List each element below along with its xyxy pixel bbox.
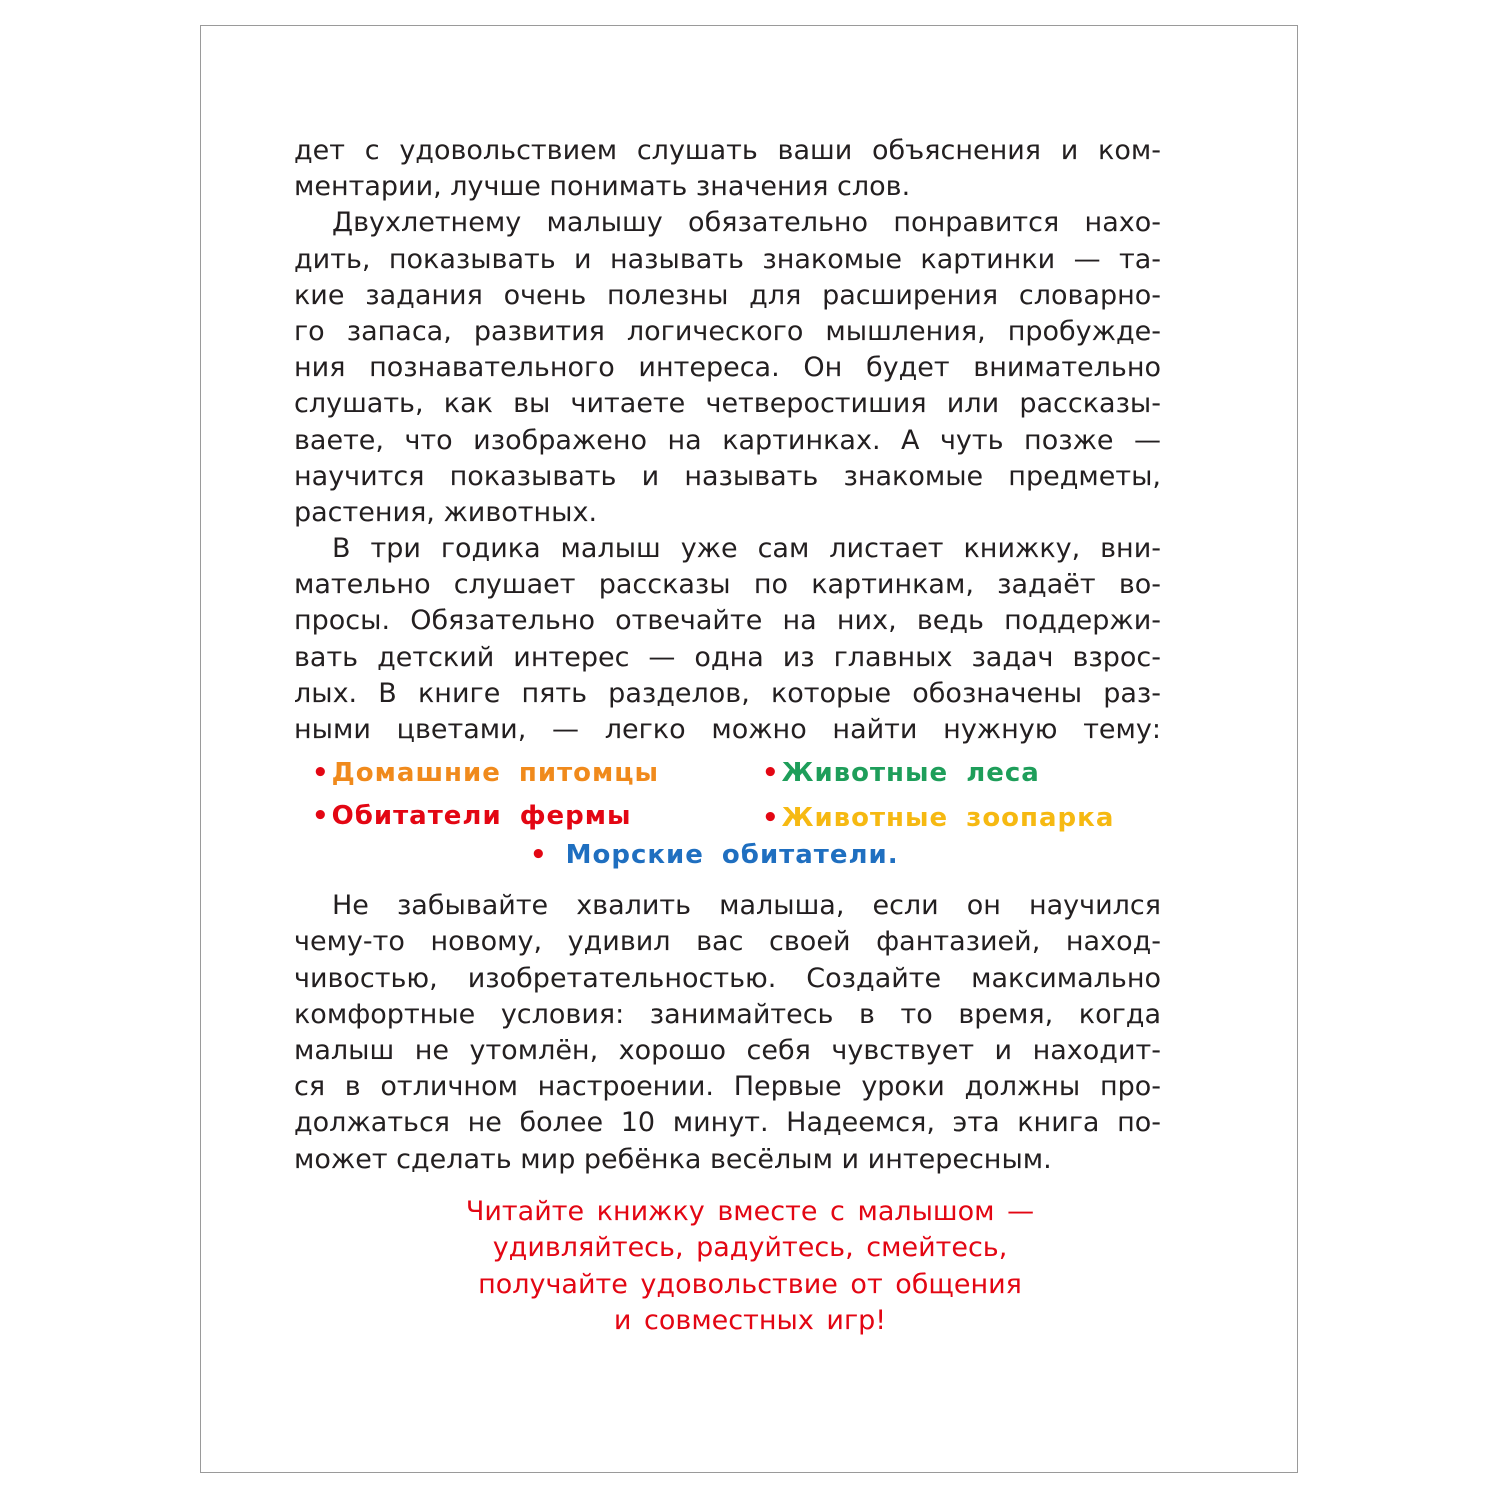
section-label: Животные леса — [781, 758, 1040, 789]
text-line: ся в отличном настроении. Первые уроки должны про- — [294, 1071, 1161, 1103]
text-line: Двухлетнему малышу обязательно понравится нахо- — [332, 207, 1161, 239]
bullet-icon: • — [762, 758, 780, 789]
text-line: Не забывайте хвалить малыша, если он научился — [332, 890, 1161, 922]
text-line: малыш не утомлён, хорошо себя чувствует и находит- — [294, 1034, 1161, 1066]
section-item-zoo — [762, 803, 1114, 833]
closing-message — [201, 1194, 1299, 1340]
section-list — [294, 754, 1161, 882]
paragraph-1 — [294, 133, 1161, 205]
section-item-pets — [312, 758, 659, 788]
text-line: В три годика малыш уже сам листает книжку, вни- — [332, 533, 1161, 565]
section-item-farm — [312, 801, 632, 831]
text-line: дет с удовольствием слушать ваши объяснения и ком- — [294, 135, 1161, 166]
closing-line: удивляйтесь, радуйтесь, смейтесь, — [492, 1232, 1008, 1264]
text-line: лых. В книге пять разделов, которые обозначены раз- — [294, 677, 1161, 709]
text-line: чивостью, изобретательностью. Создайте максимально — [294, 962, 1161, 994]
section-label: Животные зоопарка — [781, 803, 1115, 834]
paragraph-3 — [294, 531, 1161, 748]
text-line: может сделать мир ребёнка весёлым и интересным. — [294, 1143, 1052, 1175]
section-label: Обитатели фермы — [331, 801, 632, 832]
bullet-icon: • — [312, 801, 330, 832]
paragraph-2 — [294, 205, 1161, 531]
text-line: слушать, как вы читаете четверостишия или рассказы- — [294, 388, 1161, 420]
text-line: ния познавательного интереса. Он будет внимательно — [294, 352, 1161, 384]
text-line: вать детский интерес — одна из главных задач взрос- — [294, 641, 1161, 673]
section-item-forest — [762, 758, 1040, 788]
text-line: ментарии, лучше понимать значения слов. — [294, 171, 911, 203]
text-line: должаться не более 10 минут. Надеемся, эта книга по- — [294, 1107, 1161, 1139]
text-line: ными цветами, — легко можно найти нужную тему: — [294, 714, 1161, 745]
text-line: го запаса, развития логического мышления, пробужде- — [294, 315, 1161, 347]
text-line: ваете, что изображено на картинках. А чуть позже — — [294, 424, 1161, 456]
book-page — [200, 25, 1298, 1473]
closing-line: и совместных игр! — [613, 1305, 887, 1337]
text-line: просы. Обязательно отвечайте на них, ведь поддержи- — [294, 605, 1161, 637]
text-line: чему-то новому, удивил вас своей фантазией, наход- — [294, 926, 1161, 958]
bullet-icon: • — [530, 840, 548, 871]
bullet-icon: • — [312, 758, 330, 789]
section-label: Морские обитатели. — [565, 840, 899, 871]
body-text — [294, 133, 1161, 1178]
text-line: мательно слушает рассказы по картинкам, задаёт во- — [294, 569, 1161, 601]
text-line: растения, животных. — [294, 496, 598, 528]
closing-line: получайте удовольствие от общения — [478, 1268, 1022, 1300]
section-item-sea — [530, 840, 899, 870]
text-line: комфортные условия: занимайтесь в то время, когда — [294, 998, 1161, 1030]
bullet-icon: • — [762, 803, 780, 834]
text-line: кие задания очень полезны для расширения словарно- — [294, 279, 1161, 311]
text-line: научится показывать и называть знакомые предметы, — [294, 460, 1161, 492]
closing-line: Читайте книжку вместе с малышом — — [465, 1196, 1035, 1227]
section-label: Домашние питомцы — [331, 758, 660, 789]
paragraph-4 — [294, 888, 1161, 1178]
text-line: дить, показывать и называть знакомые картинки — та- — [294, 243, 1161, 275]
